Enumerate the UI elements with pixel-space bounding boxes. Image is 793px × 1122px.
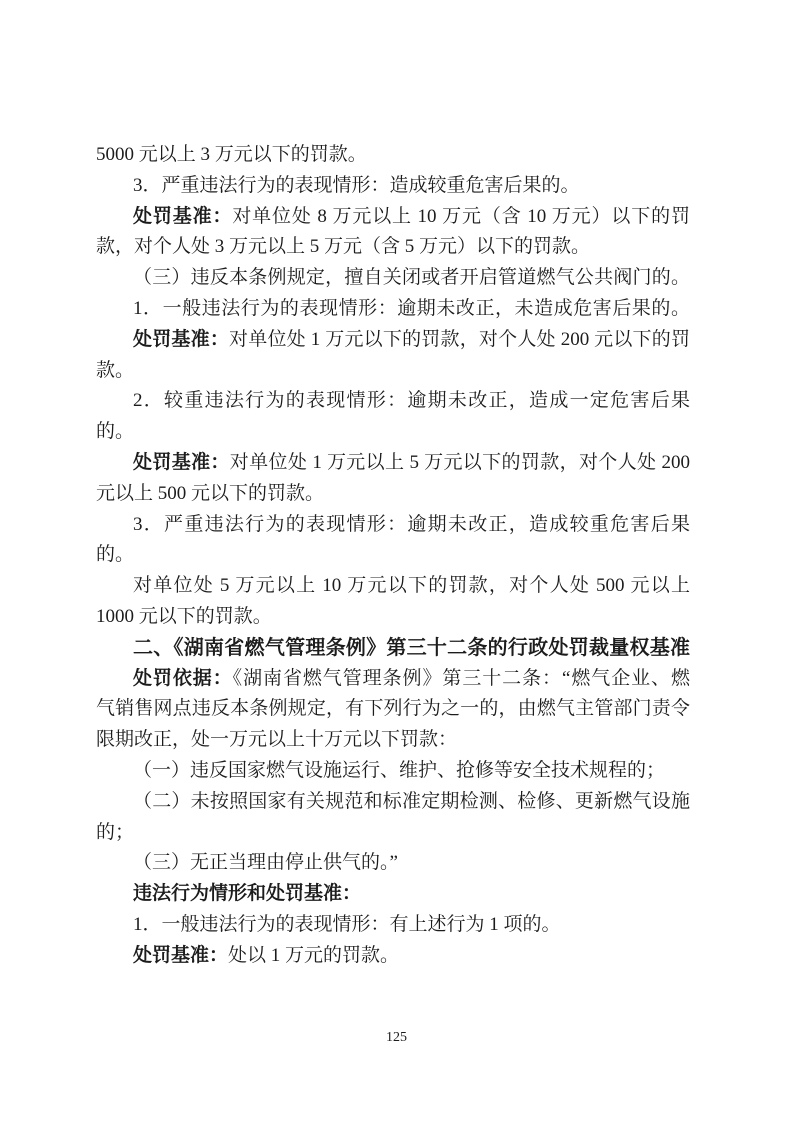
line-bold-text: 处罚基准：	[133, 328, 230, 350]
line-text: 限期改正，处一万元以上十万元以下罚款：	[96, 729, 458, 751]
document-line	[96, 263, 690, 294]
line-text: 的；	[96, 821, 135, 843]
document-line	[96, 571, 690, 602]
document-line	[96, 294, 690, 325]
document-line	[96, 448, 690, 479]
document-line	[96, 417, 690, 448]
line-text: 对单位处 5 万元以上 10 万元以下的罚款，对个人处 500 元以上	[133, 575, 690, 597]
document-line	[96, 725, 690, 756]
document-line	[96, 787, 690, 818]
line-text: 3．严重违法行为的表现情形：造成较重危害后果的。	[133, 174, 580, 196]
document-line	[96, 879, 690, 910]
document-body	[96, 140, 690, 972]
line-text: （二）未按照国家有关规范和标准定期检测、检修、更新燃气设施	[133, 790, 690, 812]
line-text: 对单位处 8 万元以上 10 万元（含 10 万元）以下的罚	[232, 205, 690, 227]
document-line	[96, 479, 690, 510]
document-line	[96, 386, 690, 417]
document-line	[96, 510, 690, 541]
document-section-heading	[96, 633, 690, 664]
line-text: 气销售网点违反本条例规定，有下列行为之一的，由燃气主管部门责令	[96, 698, 690, 720]
document-line	[96, 818, 690, 849]
document-line	[96, 356, 690, 387]
line-text: （三）无正当理由停止供气的。”	[133, 852, 398, 874]
document-line	[96, 171, 690, 202]
line-text: 2．较重违法行为的表现情形：逾期未改正，造成一定危害后果	[133, 390, 690, 412]
line-text: 的。	[96, 421, 135, 443]
document-line	[96, 756, 690, 787]
page-number: 125	[386, 1030, 407, 1045]
document-line	[96, 694, 690, 725]
line-text: 1000 元以下的罚款。	[96, 605, 272, 627]
document-line	[96, 325, 690, 356]
line-text: 对单位处 1 万元以上 5 万元以下的罚款，对个人处 200	[229, 451, 690, 473]
document-line	[96, 140, 690, 171]
line-text: 对单位处 1 万元以下的罚款，对个人处 200 元以下的罚	[229, 328, 690, 350]
line-text: 元以上 500 元以下的罚款。	[96, 482, 325, 504]
line-bold-text: 处罚基准：	[133, 451, 230, 473]
document-line	[96, 540, 690, 571]
document-line	[96, 941, 690, 972]
line-text: 款，对个人处 3 万元以上 5 万元（含 5 万元）以下的罚款。	[96, 236, 591, 258]
document-line	[96, 202, 690, 233]
line-text: 5000 元以上 3 万元以下的罚款。	[96, 144, 367, 165]
line-bold-text: 处罚依据：	[133, 667, 233, 689]
line-bold-text: 处罚基准：	[133, 944, 229, 966]
line-text: 《湖南省燃气管理条例》第三十二条：“燃气企业、燃	[232, 667, 690, 689]
document-line	[96, 664, 690, 695]
line-text: 款。	[96, 359, 135, 381]
line-text: 处以 1 万元的罚款。	[228, 944, 400, 966]
line-text: （一）违反国家燃气设施运行、维护、抢修等安全技术规程的；	[133, 759, 666, 781]
document-line	[96, 232, 690, 263]
document-line	[96, 848, 690, 879]
line-text: 3．严重违法行为的表现情形：逾期未改正，造成较重危害后果	[133, 513, 690, 535]
line-bold-text: 处罚基准：	[133, 205, 233, 227]
line-text: （三）违反本条例规定，擅自关闭或者开启管道燃气公共阀门的。	[133, 267, 690, 289]
document-line	[96, 910, 690, 941]
line-text: 1．一般违法行为的表现情形：逾期未改正，未造成危害后果的。	[133, 297, 690, 319]
line-bold-text: 二、《湖南省燃气管理条例》第三十二条的行政处罚裁量权基准	[133, 636, 690, 659]
line-bold-text: 违法行为情形和处罚基准：	[133, 883, 362, 905]
line-text: 的。	[96, 544, 135, 566]
document-line	[96, 602, 690, 633]
line-text: 1．一般违法行为的表现情形：有上述行为 1 项的。	[133, 913, 561, 935]
